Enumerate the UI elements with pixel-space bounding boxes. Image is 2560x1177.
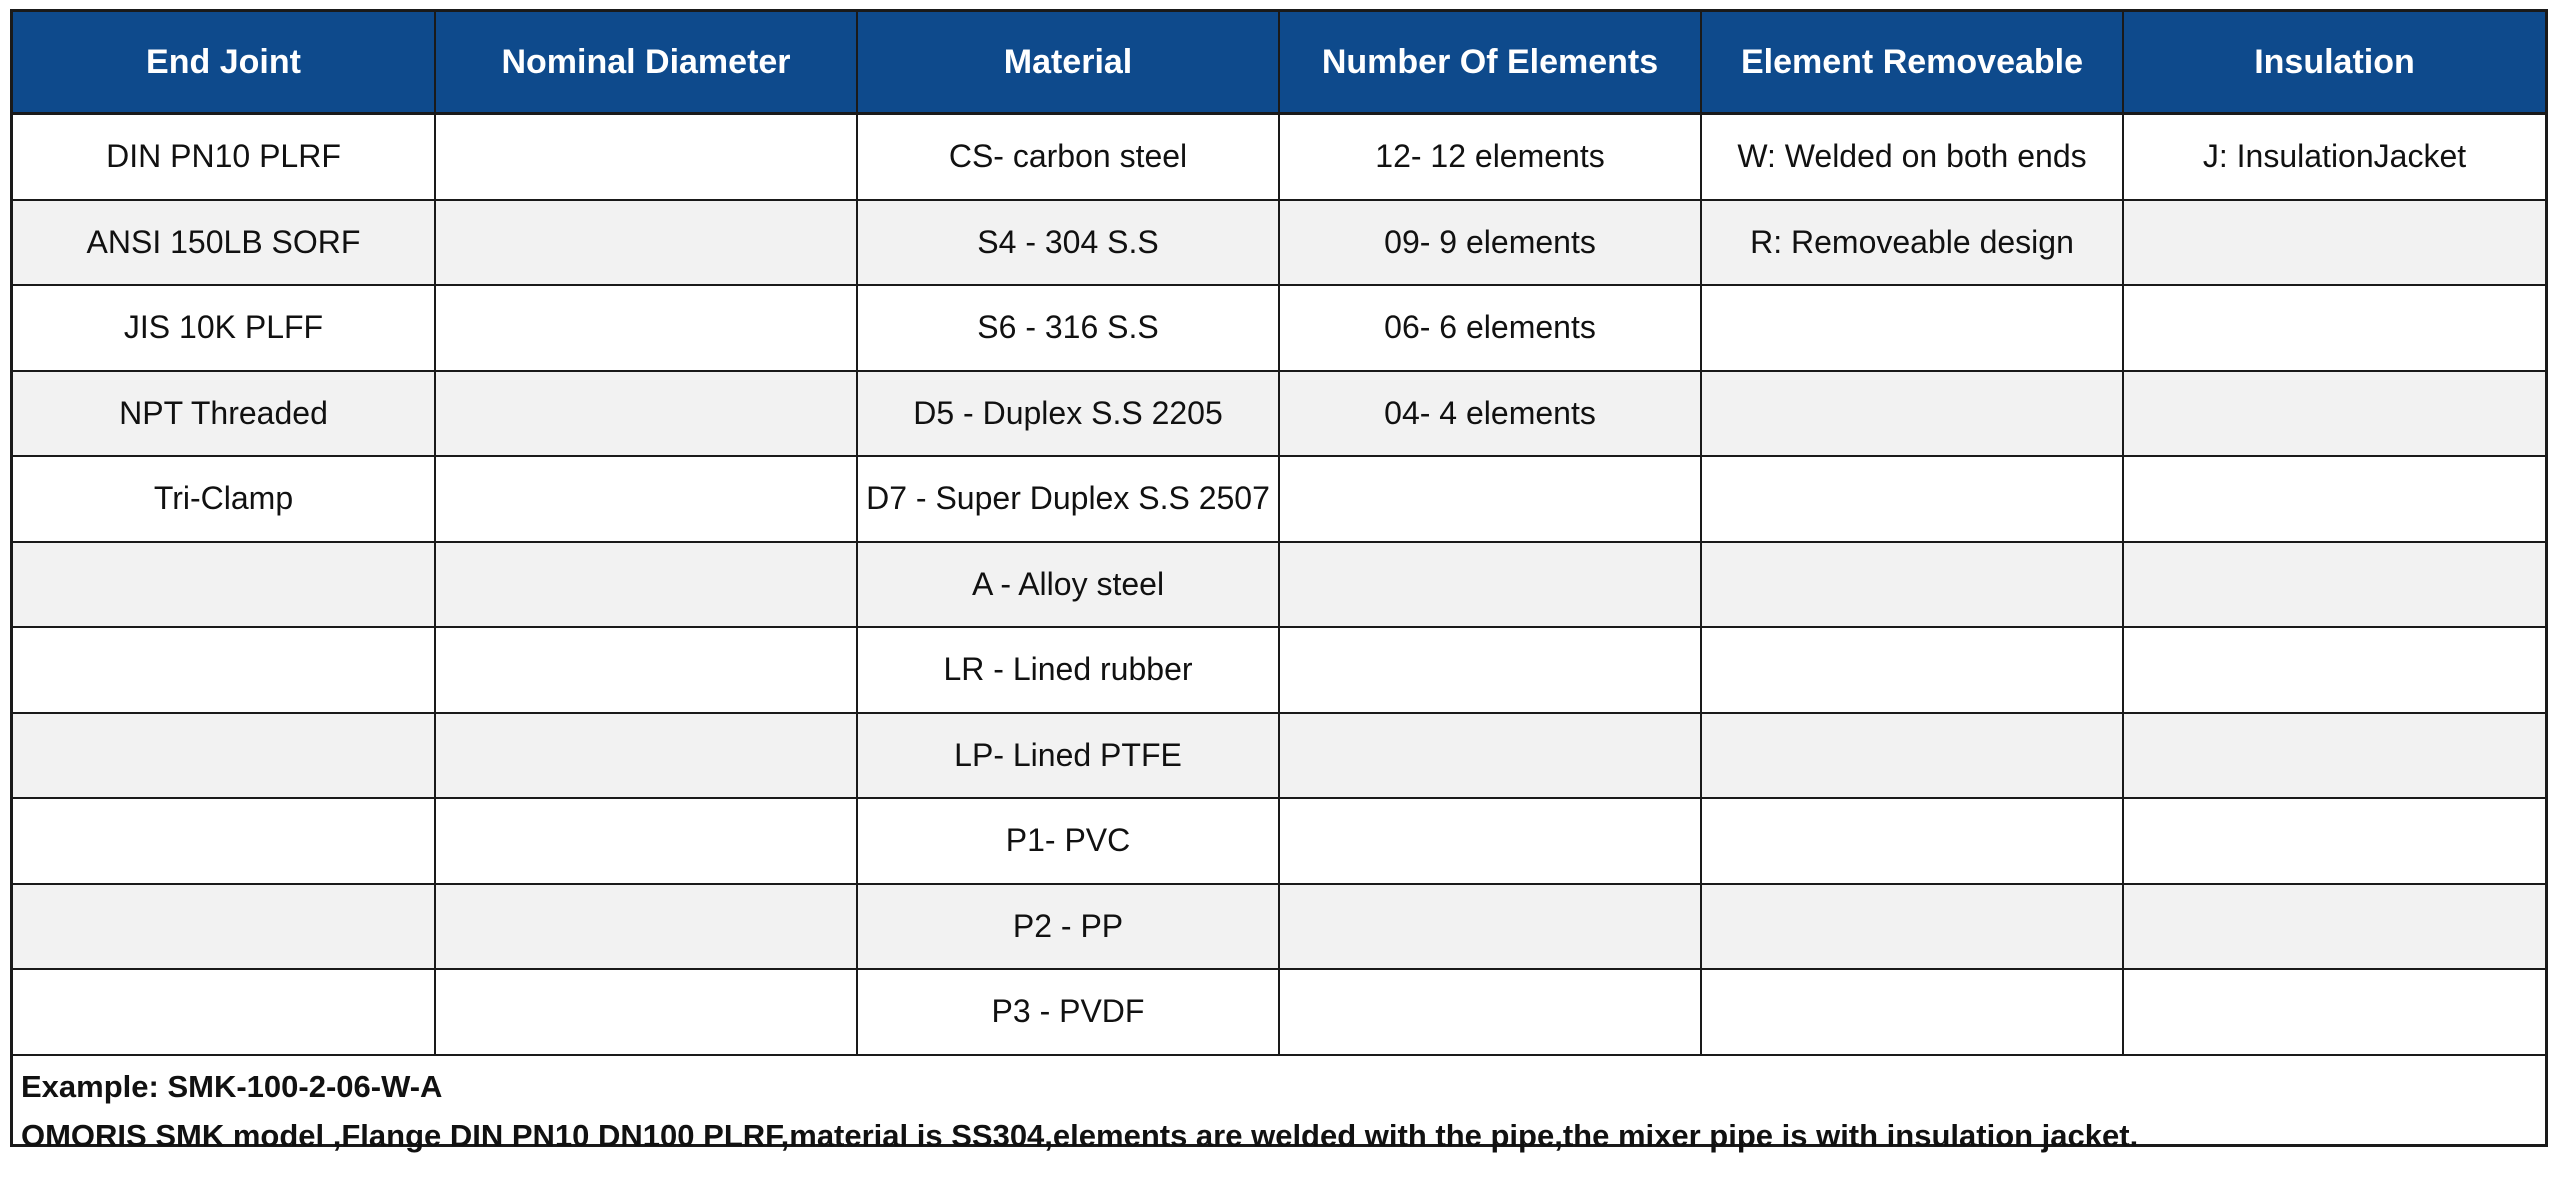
cell-nominal-diameter xyxy=(435,798,857,884)
cell-end-joint: Tri-Clamp xyxy=(13,456,435,542)
header-material: Material xyxy=(857,12,1279,114)
cell-material: A - Alloy steel xyxy=(857,542,1279,628)
table-row xyxy=(13,542,2545,628)
cell-material: LP- Lined PTFE xyxy=(857,713,1279,799)
cell-insulation xyxy=(2123,200,2545,286)
cell-number-of-elements xyxy=(1279,713,1701,799)
header-insulation: Insulation xyxy=(2123,12,2545,114)
cell-material: D5 - Duplex S.S 2205 xyxy=(857,371,1279,457)
cell-material: D7 - Super Duplex S.S 2507 xyxy=(857,456,1279,542)
cell-end-joint: ANSI 150LB SORF xyxy=(13,200,435,286)
cell-insulation xyxy=(2123,456,2545,542)
cell-material: S4 - 304 S.S xyxy=(857,200,1279,286)
cell-end-joint xyxy=(13,969,435,1055)
cell-element-removeable xyxy=(1701,969,2123,1055)
cell-end-joint xyxy=(13,798,435,884)
cell-nominal-diameter xyxy=(435,713,857,799)
cell-end-joint xyxy=(13,884,435,970)
table-row xyxy=(13,627,2545,713)
cell-material: S6 - 316 S.S xyxy=(857,285,1279,371)
cell-number-of-elements: 06- 6 elements xyxy=(1279,285,1701,371)
cell-material: CS- carbon steel xyxy=(857,114,1279,200)
cell-material: P1- PVC xyxy=(857,798,1279,884)
cell-number-of-elements: 09- 9 elements xyxy=(1279,200,1701,286)
cell-nominal-diameter xyxy=(435,456,857,542)
cell-nominal-diameter xyxy=(435,114,857,200)
table-row xyxy=(13,200,2545,286)
table-row xyxy=(13,285,2545,371)
cell-end-joint: NPT Threaded xyxy=(13,371,435,457)
table-row xyxy=(13,456,2545,542)
cell-insulation xyxy=(2123,627,2545,713)
cell-number-of-elements xyxy=(1279,884,1701,970)
table-row xyxy=(13,969,2545,1055)
cell-number-of-elements: 12- 12 elements xyxy=(1279,114,1701,200)
cell-insulation xyxy=(2123,884,2545,970)
cell-element-removeable xyxy=(1701,884,2123,970)
cell-number-of-elements xyxy=(1279,627,1701,713)
cell-number-of-elements xyxy=(1279,798,1701,884)
cell-insulation xyxy=(2123,371,2545,457)
cell-nominal-diameter xyxy=(435,200,857,286)
header-end-joint: End Joint xyxy=(13,12,435,114)
cell-material: P2 - PP xyxy=(857,884,1279,970)
header-nominal-diameter: Nominal Diameter xyxy=(435,12,857,114)
header-number-of-elements: Number Of Elements xyxy=(1279,12,1701,114)
cell-end-joint: DIN PN10 PLRF xyxy=(13,114,435,200)
cell-end-joint xyxy=(13,713,435,799)
cell-nominal-diameter xyxy=(435,542,857,628)
cell-element-removeable xyxy=(1701,798,2123,884)
example-code-line: Example: SMK-100-2-06-W-A xyxy=(21,1068,443,1104)
cell-element-removeable xyxy=(1701,456,2123,542)
cell-element-removeable xyxy=(1701,627,2123,713)
cell-insulation xyxy=(2123,713,2545,799)
cell-nominal-diameter xyxy=(435,285,857,371)
cell-nominal-diameter xyxy=(435,627,857,713)
cell-element-removeable xyxy=(1701,713,2123,799)
cell-element-removeable xyxy=(1701,371,2123,457)
cell-element-removeable: W: Welded on both ends xyxy=(1701,114,2123,200)
cell-element-removeable xyxy=(1701,285,2123,371)
table-row xyxy=(13,798,2545,884)
cell-material: LR - Lined rubber xyxy=(857,627,1279,713)
cell-nominal-diameter xyxy=(435,371,857,457)
cell-insulation: J: InsulationJacket xyxy=(2123,114,2545,200)
example-note xyxy=(13,1056,2545,1160)
cell-element-removeable: R: Removeable design xyxy=(1701,200,2123,286)
header-row xyxy=(13,12,2545,114)
cell-element-removeable xyxy=(1701,542,2123,628)
table-row xyxy=(13,371,2545,457)
example-description-line: OMORIS SMK model ,Flange DIN PN10 DN100 PLRF,material is SS304,elements are welded with the pipe,the mixer pipe is with insulation jacket. xyxy=(21,1117,2139,1153)
table-row xyxy=(13,114,2545,200)
cell-number-of-elements xyxy=(1279,542,1701,628)
cell-end-joint xyxy=(13,542,435,628)
spec-sheet xyxy=(10,9,2548,1153)
cell-end-joint xyxy=(13,627,435,713)
cell-insulation xyxy=(2123,798,2545,884)
cell-material: P3 - PVDF xyxy=(857,969,1279,1055)
cell-nominal-diameter xyxy=(435,884,857,970)
cell-insulation xyxy=(2123,285,2545,371)
table-row xyxy=(13,884,2545,970)
cell-number-of-elements xyxy=(1279,456,1701,542)
model-code-table xyxy=(13,12,2545,1056)
table-row xyxy=(13,713,2545,799)
cell-insulation xyxy=(2123,542,2545,628)
cell-number-of-elements: 04- 4 elements xyxy=(1279,371,1701,457)
header-element-removeable: Element Removeable xyxy=(1701,12,2123,114)
cell-nominal-diameter xyxy=(435,969,857,1055)
cell-insulation xyxy=(2123,969,2545,1055)
cell-end-joint: JIS 10K PLFF xyxy=(13,285,435,371)
cell-number-of-elements xyxy=(1279,969,1701,1055)
